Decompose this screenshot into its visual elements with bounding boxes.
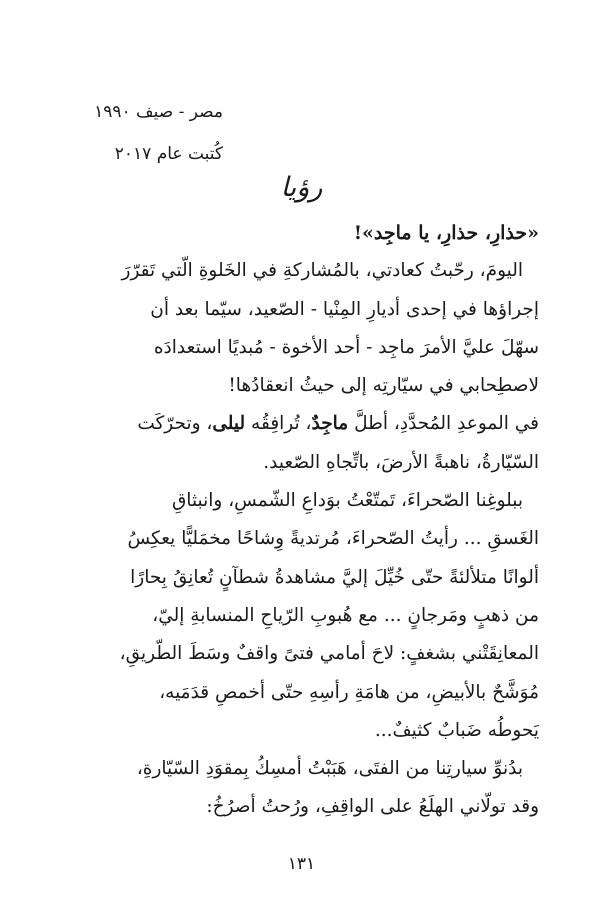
body-line: سهّلَ عليَّ الأمرَ ماجِد - أحد الأخوة - مُبديًا استعدادَه [153,336,539,358]
character-name: ليلى [212,413,246,435]
body-line: المعانِقَتْني بشغفٍ: لاحَ أمامي فتىً واقفٌ وسَطَ الطّريقِ، [119,643,539,665]
body-line: ببلوغِنا الصّحراءَ، تَمتّعْتُ بوَداعِ الشّمسِ، وانبثاقِ [171,490,523,512]
page-number: ١٣١ [287,854,316,874]
opening-exclamation: «حذارِ، حذارِ، يا ماجِد»! [353,222,539,244]
body-line: الغَسقِ ... رأيتُ الصّحراءَ، مُرتديةً وِشاحًا مخمَليًّا يعكِسُ [127,528,539,550]
body-line: اليومَ، رحّبتُ كعادتي، بالمُشاركةِ في الخَلوةِ الّتي تَقرّرَ [121,260,523,282]
body-line: وقد تولّاني الهلَعُ على الواقِفِ، ورُحتُ أصرُخُ: [206,796,539,818]
body-line: في الموعدِ المُحدَّدِ، أطلَّ ماجِدٌ، تُرافِقُه ليلى، وتحرّكَت [137,413,539,435]
body-line: بدُنوِّ سيارتِنا من الفتَى، هَبَبْتُ أمسِكُ بِمقوَدِ السّيّارةِ، [136,758,523,780]
body-line: إجراؤها في إحدى أديارِ المِنْيا - الصّعيد، سيّما بعد أن [150,298,539,320]
poem-title: رؤيا [280,172,323,203]
body-line: يَحوطُه ضَبابٌ كثيفٌ... [374,719,539,741]
body-line: السّيّارةُ، ناهبةً الأرضَ، باتِّجاهِ الصّعيد. [263,451,539,473]
body-line: ألوانًا متلألئةً حتّى خُيِّلَ إليَّ مشاهدةُ شطآنٍ تُعانِقُ بِحارًا [130,566,539,588]
written-year-line: كُتبت عام ٢٠١٧ [114,144,223,164]
body-line: مُوَشَّحٌ بالأبيضِ، من هامَةِ رأسِهِ حتّى أخمصِ قدَمَيه، [159,681,539,703]
body-line: من ذهبٍ ومَرجانٍ ... مع هُبوبِ الرّياحِ المنسابةِ إليّ، [152,604,539,626]
place-date-line: مصر - صيف ١٩٩٠ [94,102,223,122]
character-name: ماجِدٌ [311,413,349,435]
body-line: لاصطِحابي في سيّارتِه إلى حيثُ انعقادُها! [228,375,539,397]
body-text [51,214,539,827]
